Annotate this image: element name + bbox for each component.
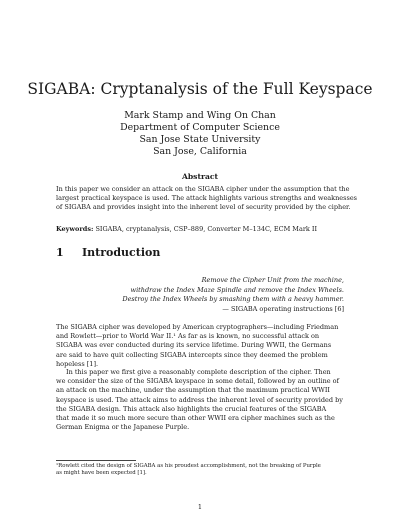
body-paragraph: [56, 323, 344, 369]
section-heading: [56, 246, 160, 259]
page-number: 1: [197, 503, 203, 511]
footnote-rule: [56, 460, 136, 461]
body-line: are said to have quit collecting SIGABA intercepts since they deemed the problem: [56, 350, 328, 359]
epigraph-attribution: — SIGABA operating instructions [6]: [222, 304, 344, 313]
keywords: [56, 225, 356, 234]
body-paragraph: [56, 368, 344, 432]
footnote-line: as might have been expected [1].: [56, 470, 147, 477]
body-line: we consider the size of the SIGABA keyspace in some detail, followed by an outline of: [56, 377, 339, 386]
epigraph: [44, 276, 344, 314]
epigraph-line: Remove the Cipher Unit from the machine,: [201, 276, 344, 284]
keywords-text: SIGABA, cryptanalysis, CSP–889, Converter M–134C, ECM Mark II: [95, 225, 318, 233]
footnote-line: ¹Rowlett cited the design of SIGABA as his proudest accomplishment, not the breaking of Purple: [56, 463, 321, 469]
body-line: German Enigma or the Japanese Purple.: [56, 423, 190, 432]
body-line: hopeless [1].: [56, 359, 99, 368]
author-university: San Jose State University: [139, 134, 261, 145]
body-line: SIGABA was ever conducted during its service lifetime. During WWII, the Germans: [56, 341, 332, 350]
body-line: keyspace is used. The attack aims to address the inherent level of security provided by: [56, 395, 343, 404]
body-line: and Rowlett—prior to World War II.¹ As far as is known, no successful attack on: [56, 332, 320, 341]
abstract-heading: Abstract: [181, 172, 219, 181]
author-location: San Jose, California: [153, 146, 247, 157]
body-line: an attack on the machine, under the assumption that the maximum practical WWII: [56, 386, 330, 395]
abstract-body: [56, 185, 358, 212]
body-line: that made it so much more secure than other WWII era cipher machines such as the: [56, 414, 335, 423]
section-title: Introduction: [82, 246, 161, 259]
epigraph-line: Destroy the Index Wheels by smashing them with a heavy hammer.: [122, 295, 344, 304]
epigraph-line: withdraw the Index Maze Spindle and remove the Index Wheels.: [130, 285, 344, 294]
body-line: the SIGABA design. This attack also highlights the crucial features of the SIGABA: [56, 404, 327, 413]
author-block: [0, 110, 400, 158]
abstract-line: of SIGABA and provides insight into the inherent level of security provided by the cipher.: [56, 203, 351, 211]
abstract-line: In this paper we consider an attack on the SIGABA cipher under the assumption that the: [56, 185, 350, 193]
footnote: [56, 463, 346, 478]
section-number: 1: [56, 246, 64, 259]
author-department: Department of Computer Science: [120, 122, 280, 133]
body-line: The SIGABA cipher was developed by American cryptographers—including Friedman: [56, 323, 339, 331]
paper-title: SIGABA: Cryptanalysis of the Full Keyspace: [27, 80, 373, 98]
abstract-line: largest practical keyspace is used. The attack highlights various strengths and weaknesses: [56, 194, 358, 202]
keywords-label: Keywords:: [56, 225, 94, 233]
body-line: In this paper we first give a reasonably complete description of the cipher. Then: [66, 368, 331, 376]
author-names: Mark Stamp and Wing On Chan: [124, 110, 276, 121]
